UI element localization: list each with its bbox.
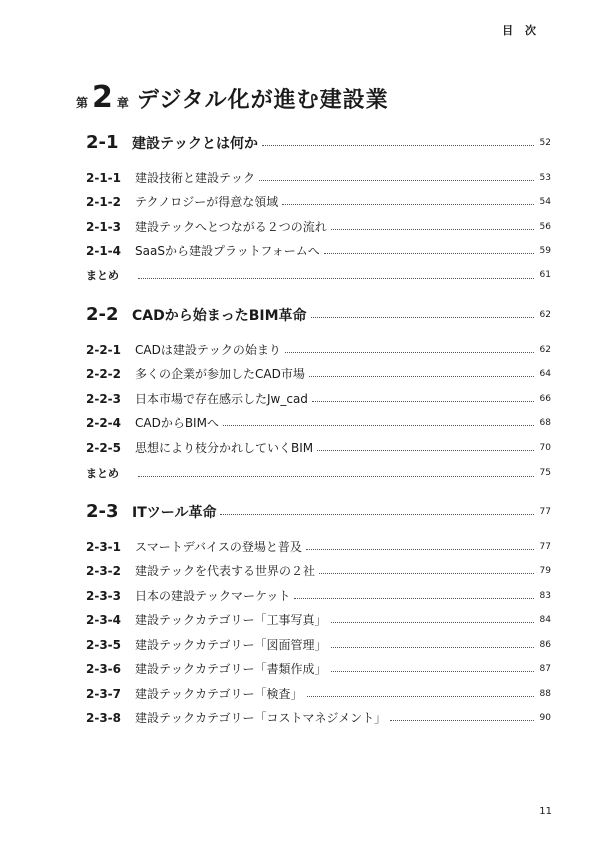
chapter-heading [76, 80, 389, 115]
toc-item-row[interactable] [86, 636, 551, 653]
toc-item-row[interactable] [86, 587, 551, 604]
toc-entry-page: 64 [539, 368, 551, 379]
toc-entry-page: 62 [539, 344, 551, 355]
dot-leader [285, 352, 534, 353]
toc-entry-page: 54 [539, 196, 551, 207]
toc-entry-number: 2-3-7 [86, 686, 122, 701]
dot-leader [319, 573, 534, 574]
toc-item-row[interactable] [86, 611, 551, 628]
toc-item-row[interactable] [86, 193, 551, 210]
toc-item-row[interactable] [86, 242, 551, 259]
toc-entry-number: 2-2-2 [86, 366, 122, 381]
toc-entry-page: 62 [539, 309, 551, 320]
dot-leader [306, 549, 534, 550]
toc-item-row[interactable] [86, 218, 551, 235]
toc-entry-number: 2-3-6 [86, 661, 122, 676]
dot-leader [317, 450, 534, 451]
toc-entry-title: 建設テックカテゴリー「図面管理」 [135, 638, 327, 652]
toc-entry-number: 2-2-3 [86, 391, 122, 406]
toc-entry-title: 思想により枝分かれしていくBIM [135, 441, 314, 455]
toc-entry-title: 建設技術と建設テック [135, 171, 256, 185]
toc-entry-title: テクノロジーが得意な領域 [135, 195, 279, 209]
toc-entry-title: 日本市場で存在感示したJw_cad [135, 392, 308, 406]
dot-leader [312, 401, 534, 402]
toc-item-row[interactable] [86, 341, 551, 358]
toc-entry-number: 2-3-8 [86, 710, 122, 725]
toc-entry-number: 2-2-5 [86, 440, 122, 455]
toc-entry-page: 56 [539, 221, 551, 232]
toc-entry-number: 2-3-2 [86, 563, 122, 578]
toc-entry-title: 建設テックへとつながる２つの流れ [135, 220, 327, 234]
toc-item-row[interactable] [86, 365, 551, 382]
dot-leader [223, 425, 534, 426]
chapter-number: 2 [92, 80, 113, 115]
toc-entry-number: 2-1-4 [86, 243, 122, 258]
toc-entry-title: SaaSから建設プラットフォームへ [135, 244, 320, 258]
toc-item-row[interactable] [86, 390, 551, 407]
toc-entry-number: 2-1-2 [86, 194, 122, 209]
toc-entry-title: 建設テックカテゴリー「書類作成」 [135, 662, 327, 676]
toc-item-row[interactable] [86, 414, 551, 431]
dot-leader [282, 204, 534, 205]
dot-leader [324, 253, 534, 254]
toc-section-row[interactable] [86, 304, 551, 325]
toc-entry-title: 建設テックカテゴリー「工事写真」 [135, 613, 327, 627]
toc-section-row[interactable] [86, 501, 551, 522]
toc-item-row[interactable] [86, 709, 551, 726]
toc-entry-title: 多くの企業が参加したCAD市場 [135, 367, 305, 381]
toc-item-row[interactable] [86, 660, 551, 677]
toc-entry-title: CADは建設テックの始まり [135, 343, 281, 357]
toc-entry-page: 68 [539, 417, 551, 428]
dot-leader [390, 720, 534, 721]
dot-leader [262, 145, 534, 146]
toc-entry-title: CADからBIMへ [135, 416, 219, 430]
dot-leader [259, 180, 534, 181]
dot-leader [311, 317, 534, 318]
toc-entry-page: 83 [539, 590, 551, 601]
toc-summary-row[interactable] [86, 465, 551, 481]
toc-entry-page: 53 [539, 172, 551, 183]
toc-entry-page: 84 [539, 614, 551, 625]
toc-entry-number: 2-1-1 [86, 170, 122, 185]
toc-entry-page: 70 [539, 442, 551, 453]
dot-leader [331, 671, 534, 672]
toc-entry-title: ITツール革命 [132, 504, 217, 521]
toc-entry-number: 2-1 [86, 132, 119, 153]
dot-leader [294, 598, 534, 599]
toc-entry-page: 66 [539, 393, 551, 404]
toc-entry-page: 75 [539, 468, 551, 478]
toc-entry-title: 日本の建設テックマーケット [135, 589, 291, 603]
toc-entry-number: 2-3-3 [86, 588, 122, 603]
toc-entry-page: 77 [539, 541, 551, 552]
toc-entry-number: 2-3-1 [86, 539, 122, 554]
toc-entry-title: スマートデバイスの登場と普及 [135, 540, 302, 554]
dot-leader [138, 476, 534, 477]
chapter-prefix: 第 [76, 96, 89, 110]
toc-item-row[interactable] [86, 538, 551, 555]
toc-entry-number: 2-2-4 [86, 415, 122, 430]
toc-section-row[interactable] [86, 132, 551, 153]
toc-entry-page: 87 [539, 663, 551, 674]
toc-entry-page: 52 [539, 137, 551, 148]
toc-entry-page: 88 [539, 688, 551, 699]
toc-entry-number: まとめ [86, 269, 119, 282]
page-number: 11 [539, 806, 552, 817]
toc-entry-title: 建設テックとは何か [132, 135, 258, 152]
toc-summary-row[interactable] [86, 267, 551, 283]
dot-leader [138, 278, 534, 279]
running-header: 目 次 [502, 24, 540, 37]
dot-leader [309, 376, 534, 377]
dot-leader [331, 229, 534, 230]
toc-entry-title: CADから始まったBIM革命 [132, 307, 307, 324]
toc-item-row[interactable] [86, 169, 551, 186]
toc-entry-page: 59 [539, 245, 551, 256]
toc-entry-page: 86 [539, 639, 551, 650]
toc-entry-page: 77 [539, 506, 551, 517]
toc-entry-title: 建設テックを代表する世界の２社 [135, 564, 316, 578]
toc-entry-number: 2-2 [86, 304, 119, 325]
toc-item-row[interactable] [86, 685, 551, 702]
toc-item-row[interactable] [86, 562, 551, 579]
toc-item-row[interactable] [86, 439, 551, 456]
toc-entry-number: 2-1-3 [86, 219, 122, 234]
toc-entry-page: 79 [539, 565, 551, 576]
toc-entry-number: 2-3-5 [86, 637, 122, 652]
toc-entry-title: 建設テックカテゴリー「検査」 [135, 687, 303, 701]
dot-leader [331, 647, 534, 648]
dot-leader [331, 622, 534, 623]
toc-entry-page: 90 [539, 712, 551, 723]
chapter-title: デジタル化が進む建設業 [136, 88, 389, 113]
toc-entry-title: 建設テックカテゴリー「コストマネジメント」 [135, 711, 387, 725]
dot-leader [220, 514, 534, 515]
dot-leader [307, 696, 534, 697]
toc-entry-number: 2-3-4 [86, 612, 122, 627]
toc-entry-number: 2-2-1 [86, 342, 122, 357]
toc-entry-number: 2-3 [86, 501, 119, 522]
chapter-suffix: 章 [116, 96, 129, 110]
toc-entry-page: 61 [539, 270, 551, 280]
toc-entry-number: まとめ [86, 467, 119, 480]
